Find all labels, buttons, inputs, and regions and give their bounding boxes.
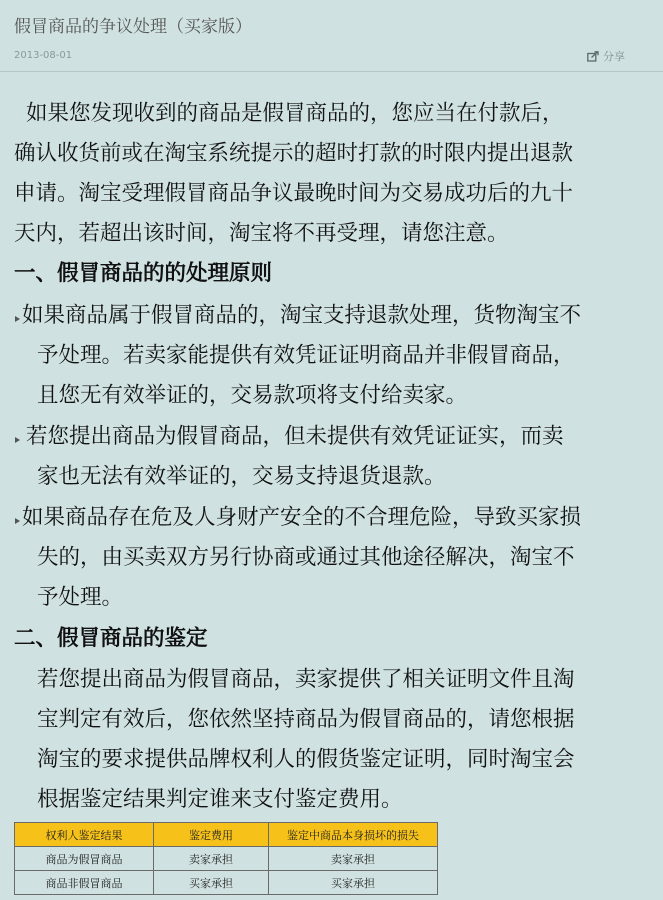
intro-line-4: 天内，若超出该时间，淘宝将不再受理，请您注意。 (14, 221, 509, 246)
table-header-cell: 权利人鉴定结果 (15, 823, 154, 847)
bullet-marker-3 (15, 518, 20, 524)
bullet-1-line-3: 且您无有效举证的，交易款项将支付给卖家。 (37, 383, 468, 408)
table-cell: 买家承担 (154, 871, 269, 895)
bullet-3-line-2: 失的，由买卖双方另行协商或通过其他途径解决，淘宝不 (37, 545, 575, 570)
bullet-3-line-1: 如果商品存在危及人身财产安全的不合理危险，导致买家损 (22, 505, 582, 530)
article-header (0, 0, 663, 72)
table-cell: 卖家承担 (269, 847, 438, 871)
table-cell: 商品为假冒商品 (15, 847, 154, 871)
bullet-marker-1 (15, 316, 20, 322)
table-row (15, 871, 438, 895)
share-label: 分享 (603, 50, 625, 63)
article-title: 假冒商品的争议处理（买家版） (14, 17, 252, 37)
intro-line-1: 如果您发现收到的商品是假冒商品的，您应当在付款后， (26, 101, 564, 126)
table-cell: 买家承担 (269, 871, 438, 895)
table-cell: 卖家承担 (154, 847, 269, 871)
section2-line-4: 根据鉴定结果判定谁来支付鉴定费用。 (37, 787, 403, 812)
bullet-1-line-1: 如果商品属于假冒商品的，淘宝支持退款处理，货物淘宝不 (22, 303, 582, 328)
bullet-2-line-2: 家也无法有效举证的，交易支持退货退款。 (37, 464, 446, 489)
section2-line-2: 宝判定有效后，您依然坚持商品为假冒商品的，请您根据 (37, 707, 575, 732)
table-header-cell: 鉴定费用 (154, 823, 269, 847)
bullet-marker-2 (15, 437, 20, 443)
share-icon (587, 51, 599, 62)
bullet-2-line-1: 若您提出商品为假冒商品，但未提供有效凭证证实，而卖 (26, 424, 564, 449)
section2-line-3: 淘宝的要求提供品牌权利人的假货鉴定证明，同时淘宝会 (37, 747, 575, 772)
section2-line-1: 若您提出商品为假冒商品，卖家提供了相关证明文件且淘 (37, 667, 575, 692)
table-header-row (15, 823, 438, 847)
intro-line-3: 申请。淘宝受理假冒商品争议最晚时间为交易成功后的九十 (14, 181, 574, 206)
table-row (15, 847, 438, 871)
table-cell: 商品非假冒商品 (15, 871, 154, 895)
bullet-1-line-2: 予处理。若卖家能提供有效凭证证明商品并非假冒商品， (37, 343, 575, 368)
appraisal-fee-table (14, 822, 438, 895)
section-heading-1: 一、假冒商品的的处理原则 (14, 261, 273, 286)
section-heading-2: 二、假冒商品的鉴定 (14, 626, 208, 651)
publish-date: 2013-08-01 (14, 50, 73, 61)
intro-line-2: 确认收货前或在淘宝系统提示的超时打款的时限内提出退款 (14, 141, 574, 166)
table-header-cell: 鉴定中商品本身损坏的损失 (269, 823, 438, 847)
bullet-3-line-3: 予处理。 (37, 585, 124, 610)
share-button[interactable] (587, 48, 625, 64)
